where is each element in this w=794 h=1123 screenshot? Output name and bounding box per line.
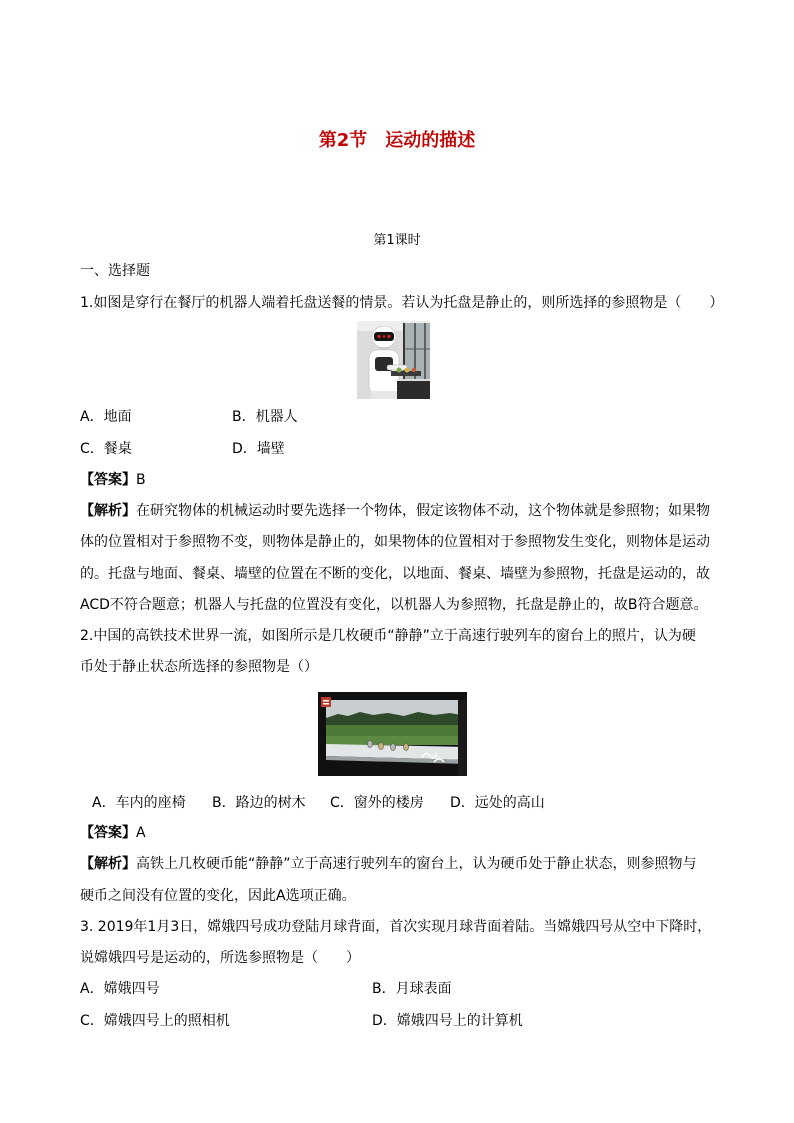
question-3-stem: 3. 2019年1月3日，嫦娥四号成功登陆月球背面，首次实现月球背面着陆。当嫦娥四号从空中下降时，: [80, 919, 712, 935]
analysis-line: 体的位置相对于参照物不变，则物体是静止的，如果物体的位置相对于参照物发生变化，则物体是运动: [80, 534, 710, 550]
page-title: 第2节 运动的描述: [318, 130, 476, 151]
coin: [404, 744, 409, 751]
option-b: B．机器人: [232, 409, 298, 425]
coin: [379, 743, 384, 750]
analysis-line: 的。托盘与地面、餐桌、墙壁的位置在不断的变化，以地面、餐桌、墙壁为参照物，托盘是运动的，故: [80, 566, 710, 582]
question-2-stem: 2.中国的高铁技术世界一流，如图所示是几枚硬币“静静”立于高速行驶列车的窗台上的照片，认为硬: [80, 628, 696, 644]
logo-mark: [323, 700, 329, 702]
option-d: D．远处的高山: [450, 795, 545, 811]
answer-value: A: [136, 825, 146, 841]
answer-label: 【答案】: [80, 825, 136, 841]
food-dish: [412, 368, 416, 372]
option-c: C．嫦娥四号上的照相机: [80, 1013, 230, 1029]
option-c: C．窗外的楼房: [330, 795, 424, 811]
window-frame: [458, 700, 467, 776]
analysis-text: 高铁上几枚硬币能“静静”立于高速行驶列车的窗台上，认为硬币处于静止状态，则参照物与: [136, 856, 697, 872]
robot-eye-mid: [383, 335, 385, 337]
food-dish: [397, 368, 402, 373]
robot-waiter-photo: [357, 321, 430, 399]
option-a: A．地面: [80, 409, 132, 425]
logo-icon: [321, 697, 331, 707]
coins-on-train-window-photo: [318, 692, 467, 776]
dining-table: [397, 381, 430, 399]
section-heading: 一、选择题: [80, 263, 150, 279]
analysis-line: 硬币之间没有位置的变化，因此A选项正确。: [80, 888, 356, 904]
coin: [368, 741, 373, 748]
option-a: A．嫦娥四号: [80, 981, 160, 997]
option-b: B．月球表面: [372, 981, 452, 997]
analysis-text: 在研究物体的机械运动时要先选择一个物体，假定该物体不动，这个物体就是参照物；如果物: [136, 503, 710, 519]
answer-line: [80, 824, 146, 842]
option-d: D．嫦娥四号上的计算机: [372, 1013, 523, 1029]
analysis-line: [80, 855, 697, 873]
option-b: B．路边的树木: [212, 795, 306, 811]
answer-label: 【答案】: [80, 472, 136, 488]
answer-line: [80, 471, 146, 489]
option-a: A．车内的座椅: [92, 795, 186, 811]
analysis-label: 【解析】: [80, 503, 136, 519]
option-c: C．餐桌: [80, 441, 132, 457]
question-2-stem: 币处于静止状态所选择的参照物是（）: [80, 659, 318, 675]
robot-base: [371, 391, 397, 399]
coin: [391, 744, 396, 751]
question-1-stem: 1.如图是穿行在餐厅的机器人端着托盘送餐的情景。若认为托盘是静止的，则所选择的参照物是（ ）: [80, 295, 724, 311]
grass-field-near: [326, 736, 467, 745]
analysis-line: [80, 502, 710, 520]
option-d: D．墙壁: [232, 441, 285, 457]
answer-value: B: [136, 472, 146, 488]
robot-eye-right: [387, 335, 390, 338]
analysis-line: ACD不符合题意；机器人与托盘的位置没有变化，以机器人为参照物，托盘是静止的，故B符合题意。: [80, 597, 708, 613]
lesson-label: 第1课时: [373, 233, 421, 248]
question-3-stem: 说嫦娥四号是运动的，所选参照物是（ ）: [80, 950, 360, 966]
logo-mark: [323, 703, 329, 705]
food-dish: [405, 368, 410, 373]
analysis-label: 【解析】: [80, 856, 136, 872]
robot-eye-left: [377, 335, 380, 338]
